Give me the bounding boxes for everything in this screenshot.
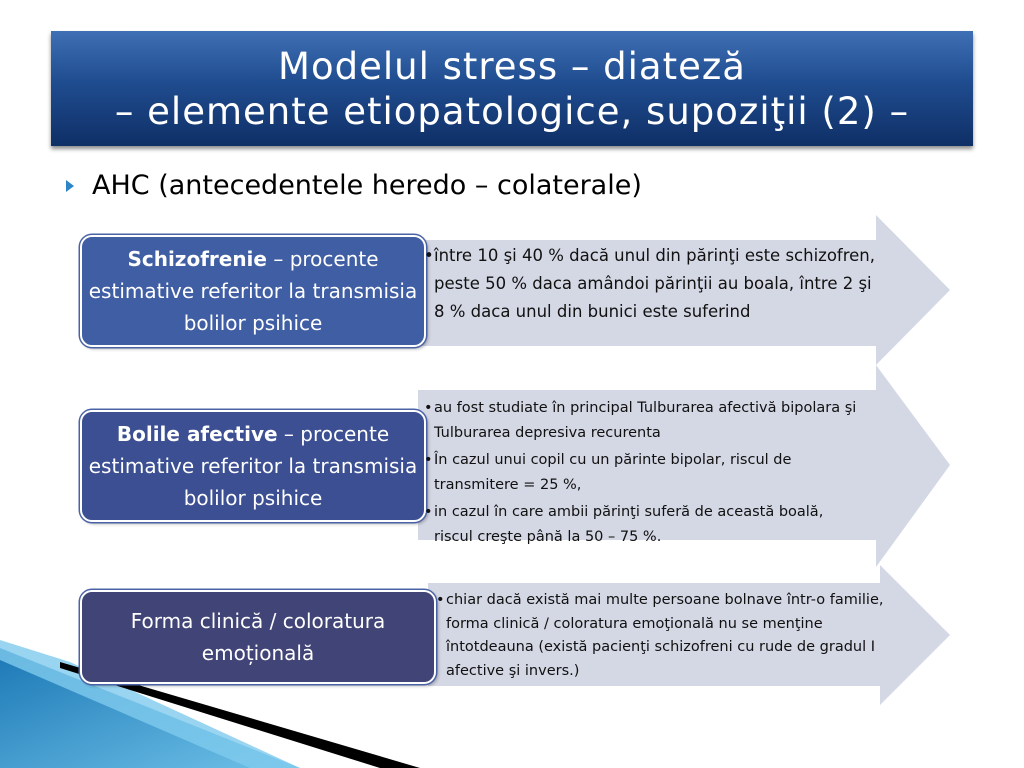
bullet-dot-icon: • <box>424 452 433 468</box>
label-text <box>82 605 434 669</box>
label-box-schizofrenie <box>80 235 426 347</box>
bullet-dot-icon: • <box>436 592 445 608</box>
detail-item <box>436 589 886 683</box>
label-rest: Forma clinică / coloratura emoțională <box>130 609 386 665</box>
detail-item <box>424 500 864 550</box>
detail-schizofrenie <box>424 242 879 326</box>
detail-item <box>424 448 864 498</box>
label-box-forma-clinica <box>80 590 436 684</box>
detail-text: chiar dacă există mai multe persoane bolnave într-o familie, forma clinică / coloratura emoţională nu se menţine întotdeauna (există pacienţi schizofreni cu rude de gradul I afective şi invers.) <box>446 592 884 679</box>
bullet-dot-icon: • <box>424 400 433 416</box>
label-bold: Bolile afective <box>116 422 278 446</box>
detail-text: În cazul unui copil cu un părinte bipolar, riscul de transmitere = 25 %, <box>434 452 792 493</box>
title-line-2: – elemente etiopatologice, supoziţii (2) – <box>114 89 910 133</box>
label-text <box>82 243 424 339</box>
label-box-bolile-afective <box>80 410 426 522</box>
title-line-1: Modelul stress – diateză <box>278 44 746 88</box>
bullet-dot-icon: • <box>424 504 433 520</box>
detail-text: au fost studiate în principal Tulburarea afectivă bipolara şi Tulburarea depresiva recurenta <box>434 400 857 441</box>
detail-item <box>424 396 864 446</box>
label-rest: – procente estimative referitor la transmisia bolilor psihice <box>88 247 418 335</box>
detail-text: între 10 şi 40 % dacă unul din părinţi este schizofren, peste 50 % daca amândoi părinţii au boala, între 2 şi 8 % daca unul din bunici este suferind <box>434 246 876 321</box>
bullet-dot-icon: • <box>424 246 434 265</box>
label-rest: – procente estimative referitor la transmisia bolilor psihice <box>88 422 418 510</box>
bullet-text: AHC (antecedentele heredo – colaterale) <box>92 170 642 201</box>
label-bold: Schizofrenie <box>127 247 267 271</box>
detail-item <box>424 242 879 326</box>
label-text <box>82 418 424 514</box>
detail-forma-clinica <box>436 589 886 683</box>
detail-text: in cazul în care ambii părinţi suferă de această boală, riscul creşte până la 50 – 75 %. <box>434 504 824 545</box>
detail-bolile-afective <box>424 396 864 552</box>
